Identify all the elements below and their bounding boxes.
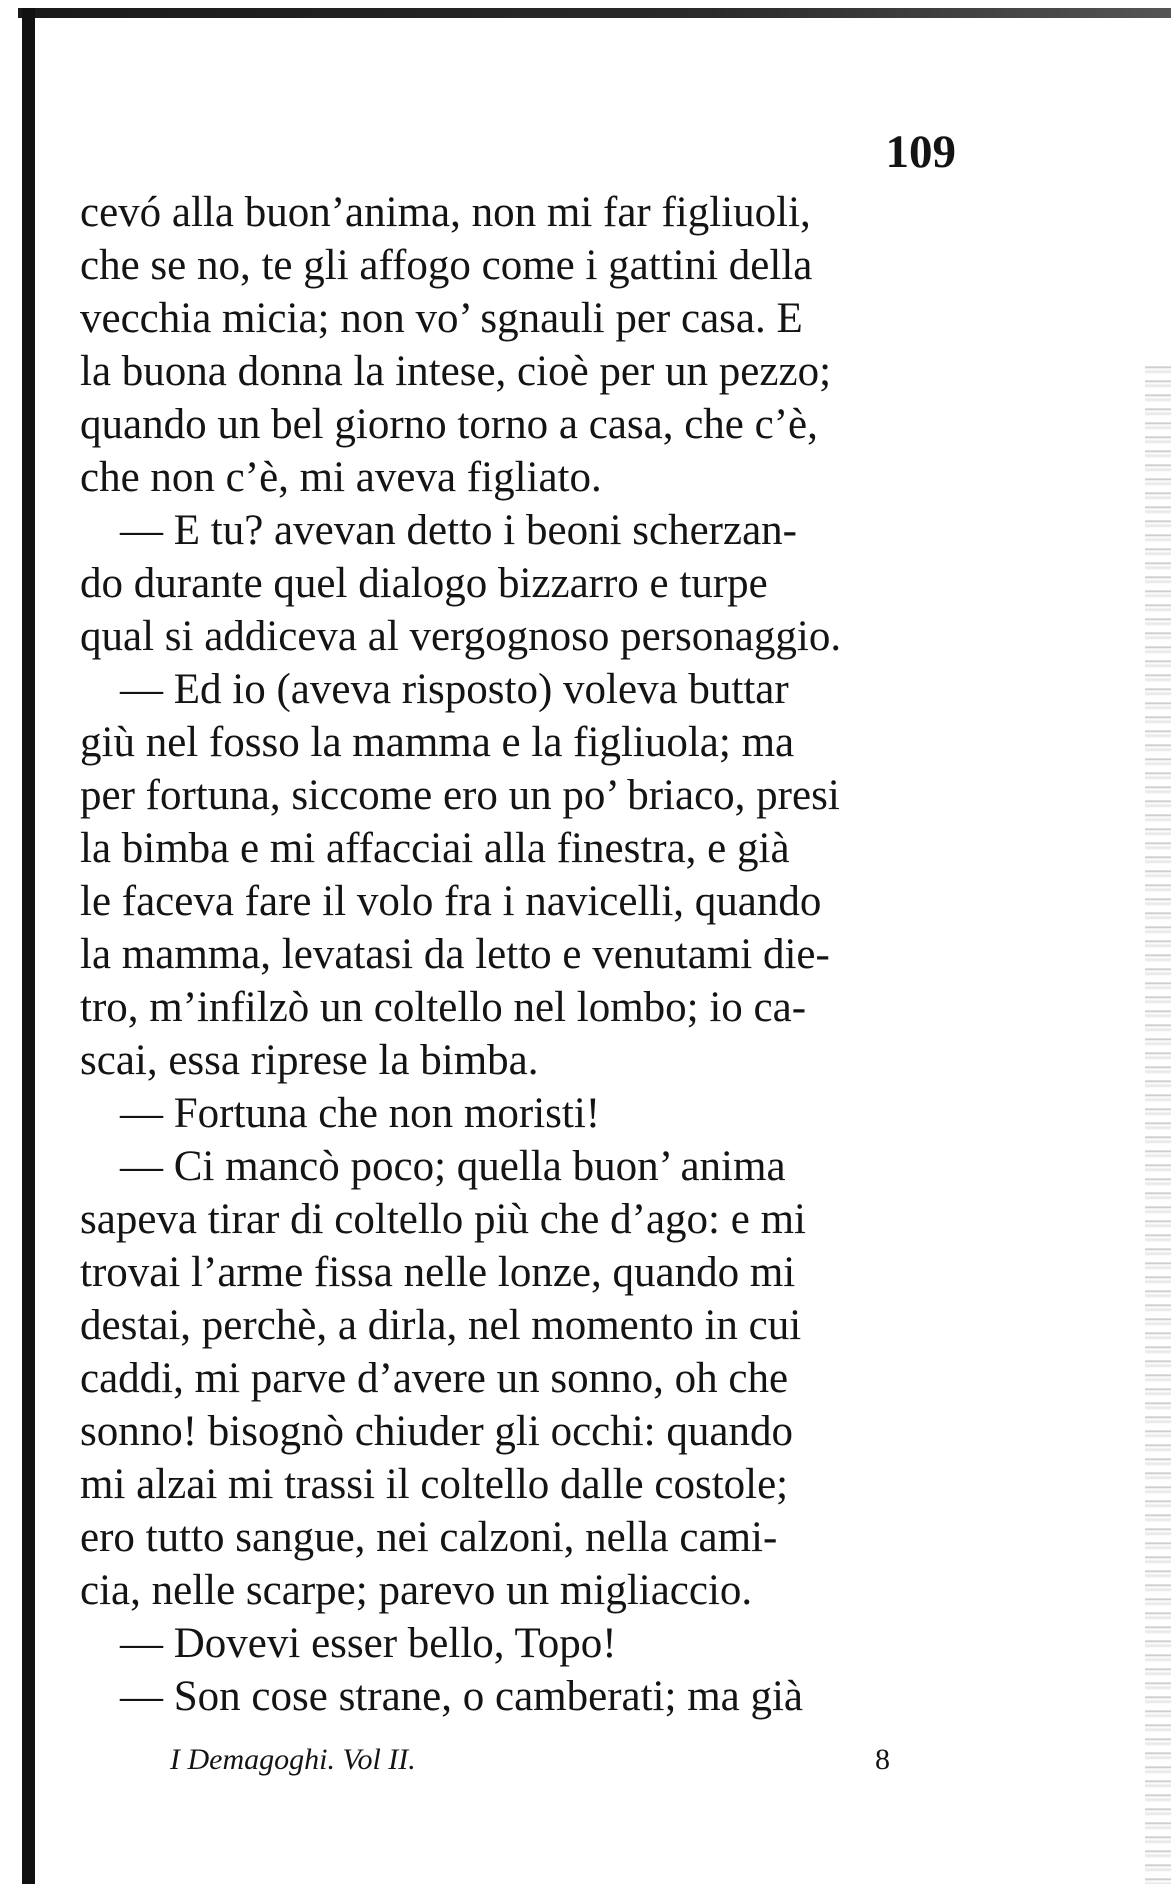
text-line: — Ed io (aveva risposto) voleva buttar (120, 666, 789, 713)
text-line: giù nel fosso la mamma e la figliuola; ma (80, 719, 795, 766)
text-line: destai, perchè, a dirla, nel momento in cui (80, 1302, 802, 1349)
scan-edge-left (22, 8, 35, 1884)
text-line: — Son cose strane, o camberati; ma già (120, 1673, 804, 1720)
text-line: la bimba e mi affacciai alla finestra, e già (80, 825, 790, 872)
text-line: ero tutto sangue, nei calzoni, nella cami- (80, 1514, 778, 1561)
text-line: la mamma, levatasi da letto e venutami die- (80, 931, 830, 978)
text-line: — E tu? avevan detto i beoni scherzan- (120, 507, 797, 554)
text-line: trovai l’arme fissa nelle lonze, quando mi (80, 1249, 796, 1296)
text-line: mi alzai mi trassi il coltello dalle costole; (80, 1461, 789, 1508)
text-line: — Dovevi esser bello, Topo! (120, 1620, 617, 1667)
body-text (80, 186, 956, 1723)
text-line: la buona donna la intese, cioè per un pezzo; (80, 348, 832, 395)
footer-signature: 8 (875, 1743, 890, 1776)
text-line: caddi, mi parve d’avere un sonno, oh che (80, 1355, 789, 1402)
text-line: scai, essa riprese la bimba. (80, 1037, 539, 1084)
text-line: do durante quel dialogo bizzarro e turpe (80, 560, 768, 607)
text-line: che non c’è, mi aveva figliato. (80, 454, 602, 501)
text-line: le faceva fare il volo fra i navicelli, quando (80, 878, 822, 925)
text-line: sapeva tirar di coltello più che d’ago: e mi (80, 1196, 806, 1243)
scan-edge-right (1145, 360, 1171, 1884)
footer-title: I Demagoghi. Vol II. (170, 1743, 416, 1776)
text-line: qual si addiceva al vergognoso personaggio. (80, 613, 842, 660)
text-line: quando un bel giorno torno a casa, che c’è, (80, 401, 818, 448)
text-line: per fortuna, siccome ero un po’ briaco, presi (80, 772, 840, 819)
scan-edge-top (18, 8, 1171, 18)
text-line: cia, nelle scarpe; parevo un migliaccio. (80, 1567, 753, 1614)
text-line: vecchia micia; non vo’ sgnauli per casa. E (80, 295, 803, 342)
page-number: 109 (885, 126, 956, 178)
text-line: cevó alla buon’anima, non mi far figliuoli, (80, 189, 811, 236)
page-footer (170, 1740, 890, 1780)
text-line: tro, m’infilzò un coltello nel lombo; io ca- (80, 984, 807, 1031)
text-line: che se no, te gli affogo come i gattini della (80, 242, 813, 289)
text-line: sonno! bisognò chiuder gli occhi: quando (80, 1408, 793, 1455)
text-line: — Fortuna che non moristi! (120, 1090, 601, 1137)
text-line: — Ci mancò poco; quella buon’ anima (120, 1143, 786, 1190)
